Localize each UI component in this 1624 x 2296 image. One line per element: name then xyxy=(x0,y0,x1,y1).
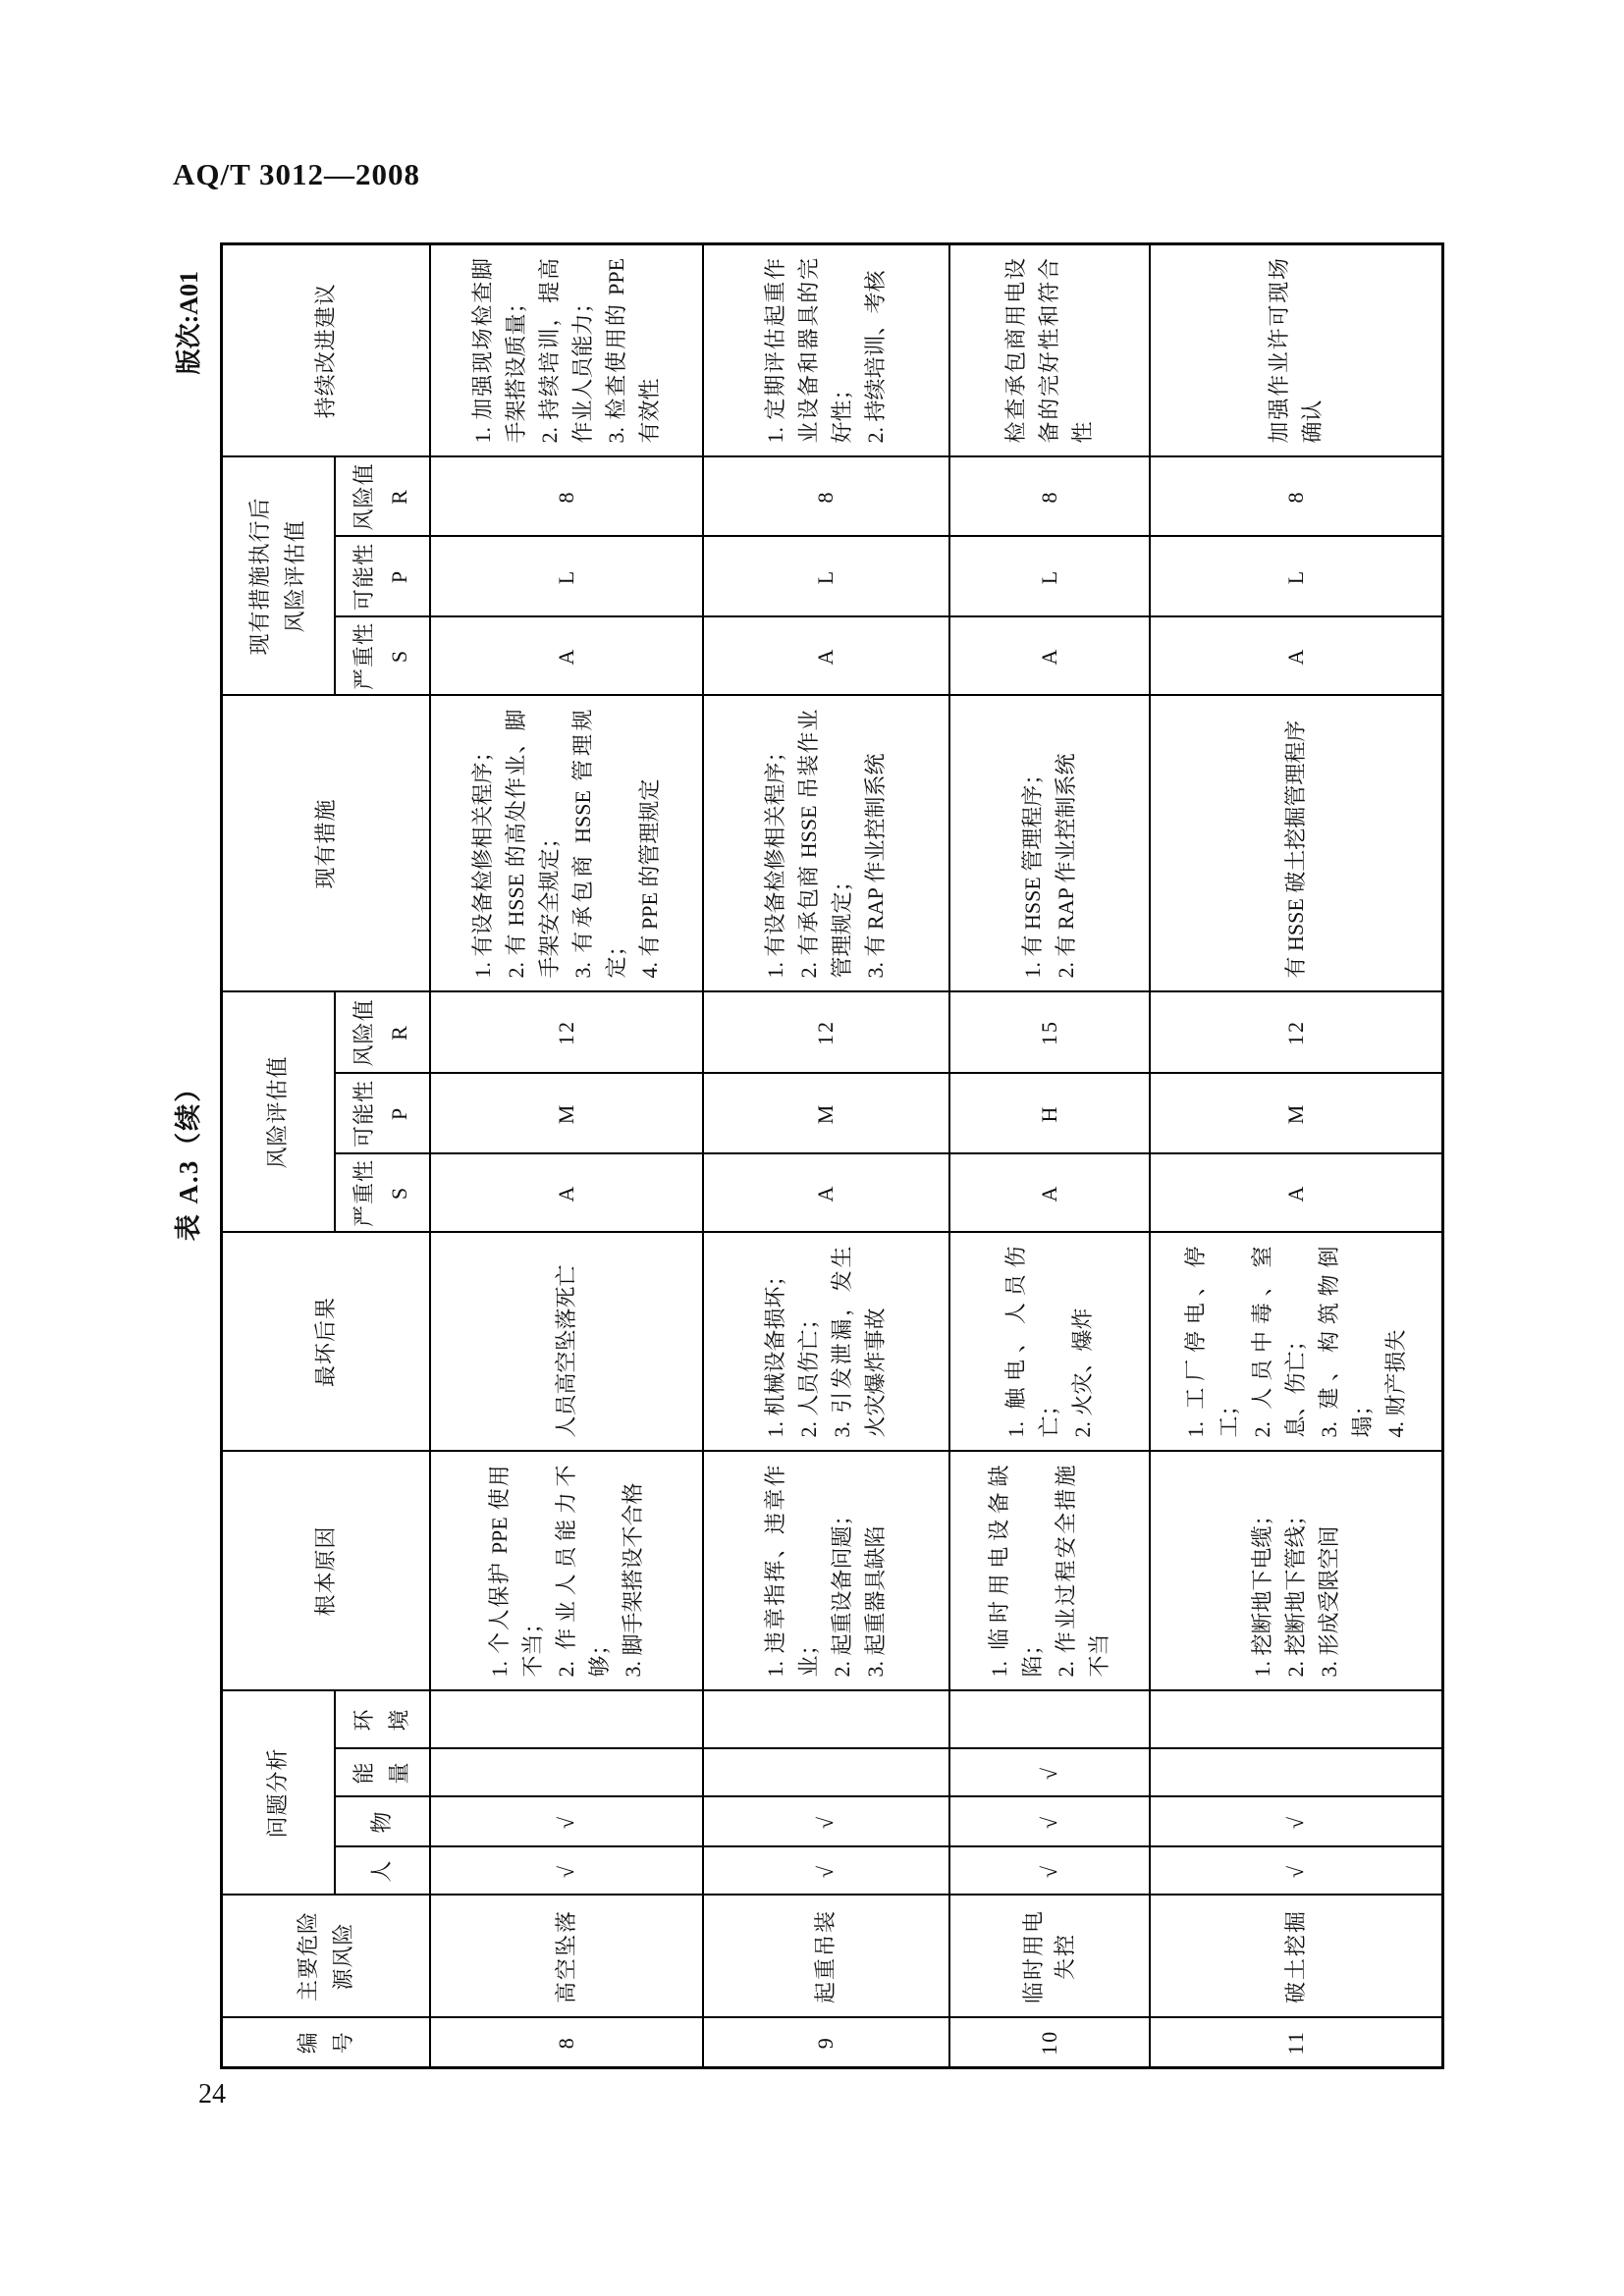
r8-p1: M xyxy=(430,1073,703,1153)
header-risk-after-measures: 现有措施执行后 风险评估值 xyxy=(222,456,335,695)
r11-worst: 1. 工厂停电、停工； 2. 人员中毒、窒息、伤亡； 3. 建、构筑物倒塌； 4. 财产损失 xyxy=(1150,1232,1443,1451)
r10-env-check xyxy=(949,1690,1150,1748)
header-problem-analysis: 问题分析 xyxy=(222,1690,335,1895)
r10-hazard: 临时用电失控 xyxy=(949,1896,1150,2018)
subheader-environment: 环 境 xyxy=(335,1690,430,1748)
r9-person-check: √ xyxy=(703,1847,949,1896)
r11-r1: 12 xyxy=(1150,991,1443,1073)
standard-code: AQ/T 3012—2008 xyxy=(173,157,420,191)
r8-hazard: 高空坠落 xyxy=(430,1896,703,2018)
r8-suggestion: 1. 加强现场检查脚手架搭设质量； 2. 持续培训，提高作业人员能力； 3. 检查使用的 PPE 有效性 xyxy=(430,243,703,456)
r10-energy-check: √ xyxy=(949,1749,1150,1797)
r10-s2: A xyxy=(949,616,1150,695)
table-row xyxy=(949,243,1150,2067)
r11-object-check: √ xyxy=(1150,1797,1443,1847)
r11-p2: L xyxy=(1150,536,1443,616)
r10-r1: 15 xyxy=(949,991,1150,1073)
subheader-object: 物 xyxy=(335,1797,430,1847)
r11-root-cause: 1. 挖断地下电缆； 2. 挖断地下管线； 3. 形成受限空间 xyxy=(1150,1451,1443,1690)
r8-env-check xyxy=(430,1690,703,1748)
r9-measures: 1. 有设备检修相关程序； 2. 有承包商 HSSE 吊装作业管理规定； 3. 有 RAP 作业控制系统 xyxy=(703,695,949,991)
r11-hazard: 破土挖掘 xyxy=(1150,1896,1443,2018)
r9-s1: A xyxy=(703,1153,949,1232)
r9-p2: L xyxy=(703,536,949,616)
r9-p1: M xyxy=(703,1073,949,1153)
r9-env-check xyxy=(703,1690,949,1748)
r9-no: 9 xyxy=(703,2018,949,2068)
subheader-severity-s-after: 严重性 S xyxy=(335,616,430,695)
r9-s2: A xyxy=(703,616,949,695)
r9-suggestion: 1. 定期评估起重作业设备和器具的完好性； 2. 持续培训、考核 xyxy=(703,243,949,456)
edition-label: 版次:A01 xyxy=(175,271,203,375)
r11-energy-check xyxy=(1150,1749,1443,1797)
subheader-severity-s: 严重性 S xyxy=(335,1153,430,1232)
r11-no: 11 xyxy=(1150,2018,1443,2068)
r11-person-check: √ xyxy=(1150,1847,1443,1896)
r11-s1: A xyxy=(1150,1153,1443,1232)
r9-worst: 1. 机械设备损坏； 2. 人员伤亡； 3. 引发泄漏，发生火灾爆炸事故 xyxy=(703,1232,949,1451)
subheader-energy: 能 量 xyxy=(335,1749,430,1797)
r8-r2: 8 xyxy=(430,456,703,536)
r10-r2: 8 xyxy=(949,456,1150,536)
r11-measures: 有 HSSE 破土挖掘管理程序 xyxy=(1150,695,1443,991)
r10-person-check: √ xyxy=(949,1847,1150,1896)
subheader-riskvalue-r-after: 风险值 R xyxy=(335,456,430,536)
subheader-riskvalue-r: 风险值 R xyxy=(335,991,430,1073)
r10-suggestion: 检查承包商用电设备的完好性和符合性 xyxy=(949,243,1150,456)
r9-hazard: 起重吊装 xyxy=(703,1896,949,2018)
r10-p2: L xyxy=(949,536,1150,616)
r9-root-cause: 1. 违章指挥、违章作业； 2. 起重设备问题； 3. 起重器具缺陷 xyxy=(703,1451,949,1690)
r9-r1: 12 xyxy=(703,991,949,1073)
r10-root-cause: 1. 临时用电设备缺陷； 2. 作业过程安全措施不当 xyxy=(949,1451,1150,1690)
r8-root-cause: 1. 个人保护 PPE 使用不当； 2. 作业人员能力不够； 3. 脚手架搭设不合格 xyxy=(430,1451,703,1690)
header-hazard: 主要危险 源风险 xyxy=(222,1896,430,2018)
r8-s2: A xyxy=(430,616,703,695)
r10-s1: A xyxy=(949,1153,1150,1232)
subheader-probability-p: 可能性 P xyxy=(335,1073,430,1153)
table-caption: 表 A.3（续） xyxy=(174,1073,203,1242)
table-row xyxy=(703,243,949,2067)
r8-measures: 1. 有设备检修相关程序； 2. 有 HSSE 的高处作业、脚手架安全规定； 3. 有承包商 HSSE 管理规定； 4. 有 PPE 的管理规定 xyxy=(430,695,703,991)
r8-object-check: √ xyxy=(430,1797,703,1847)
r11-s2: A xyxy=(1150,616,1443,695)
r8-s1: A xyxy=(430,1153,703,1232)
r8-worst: 人员高空坠落死亡 xyxy=(430,1232,703,1451)
table-row xyxy=(1150,243,1443,2067)
r10-measures: 1. 有 HSSE 管理程序； 2. 有 RAP 作业控制系统 xyxy=(949,695,1150,991)
subheader-probability-p-after: 可能性 P xyxy=(335,536,430,616)
r11-p1: M xyxy=(1150,1073,1443,1153)
header-root-cause: 根本原因 xyxy=(222,1451,430,1690)
header-worst-consequence: 最坏后果 xyxy=(222,1232,430,1451)
header-no: 编 号 xyxy=(222,2018,430,2068)
r10-p1: H xyxy=(949,1073,1150,1153)
r8-r1: 12 xyxy=(430,991,703,1073)
r10-worst: 1. 触电、人员伤亡； 2. 火灾、爆炸 xyxy=(949,1232,1150,1451)
r8-energy-check xyxy=(430,1749,703,1797)
r10-no: 10 xyxy=(949,2018,1150,2068)
r8-person-check: √ xyxy=(430,1847,703,1896)
r8-no: 8 xyxy=(430,2018,703,2068)
table-row xyxy=(430,243,703,2067)
subheader-person: 人 xyxy=(335,1847,430,1896)
page-number: 24 xyxy=(198,2079,226,2109)
r11-r2: 8 xyxy=(1150,456,1443,536)
risk-assessment-table xyxy=(220,242,1444,2069)
table-caption-row xyxy=(157,245,220,2069)
header-improvement-suggestion: 持续改进建议 xyxy=(222,243,430,456)
rotated-table-area xyxy=(157,245,1441,2069)
r8-p2: L xyxy=(430,536,703,616)
r9-r2: 8 xyxy=(703,456,949,536)
r11-suggestion: 加强作业许可现场确认 xyxy=(1150,243,1443,456)
r10-object-check: √ xyxy=(949,1797,1150,1847)
header-existing-measures: 现有措施 xyxy=(222,695,430,991)
r9-object-check: √ xyxy=(703,1797,949,1847)
r9-energy-check xyxy=(703,1749,949,1797)
r11-env-check xyxy=(1150,1690,1443,1748)
header-risk-value: 风险评估值 xyxy=(222,991,335,1232)
